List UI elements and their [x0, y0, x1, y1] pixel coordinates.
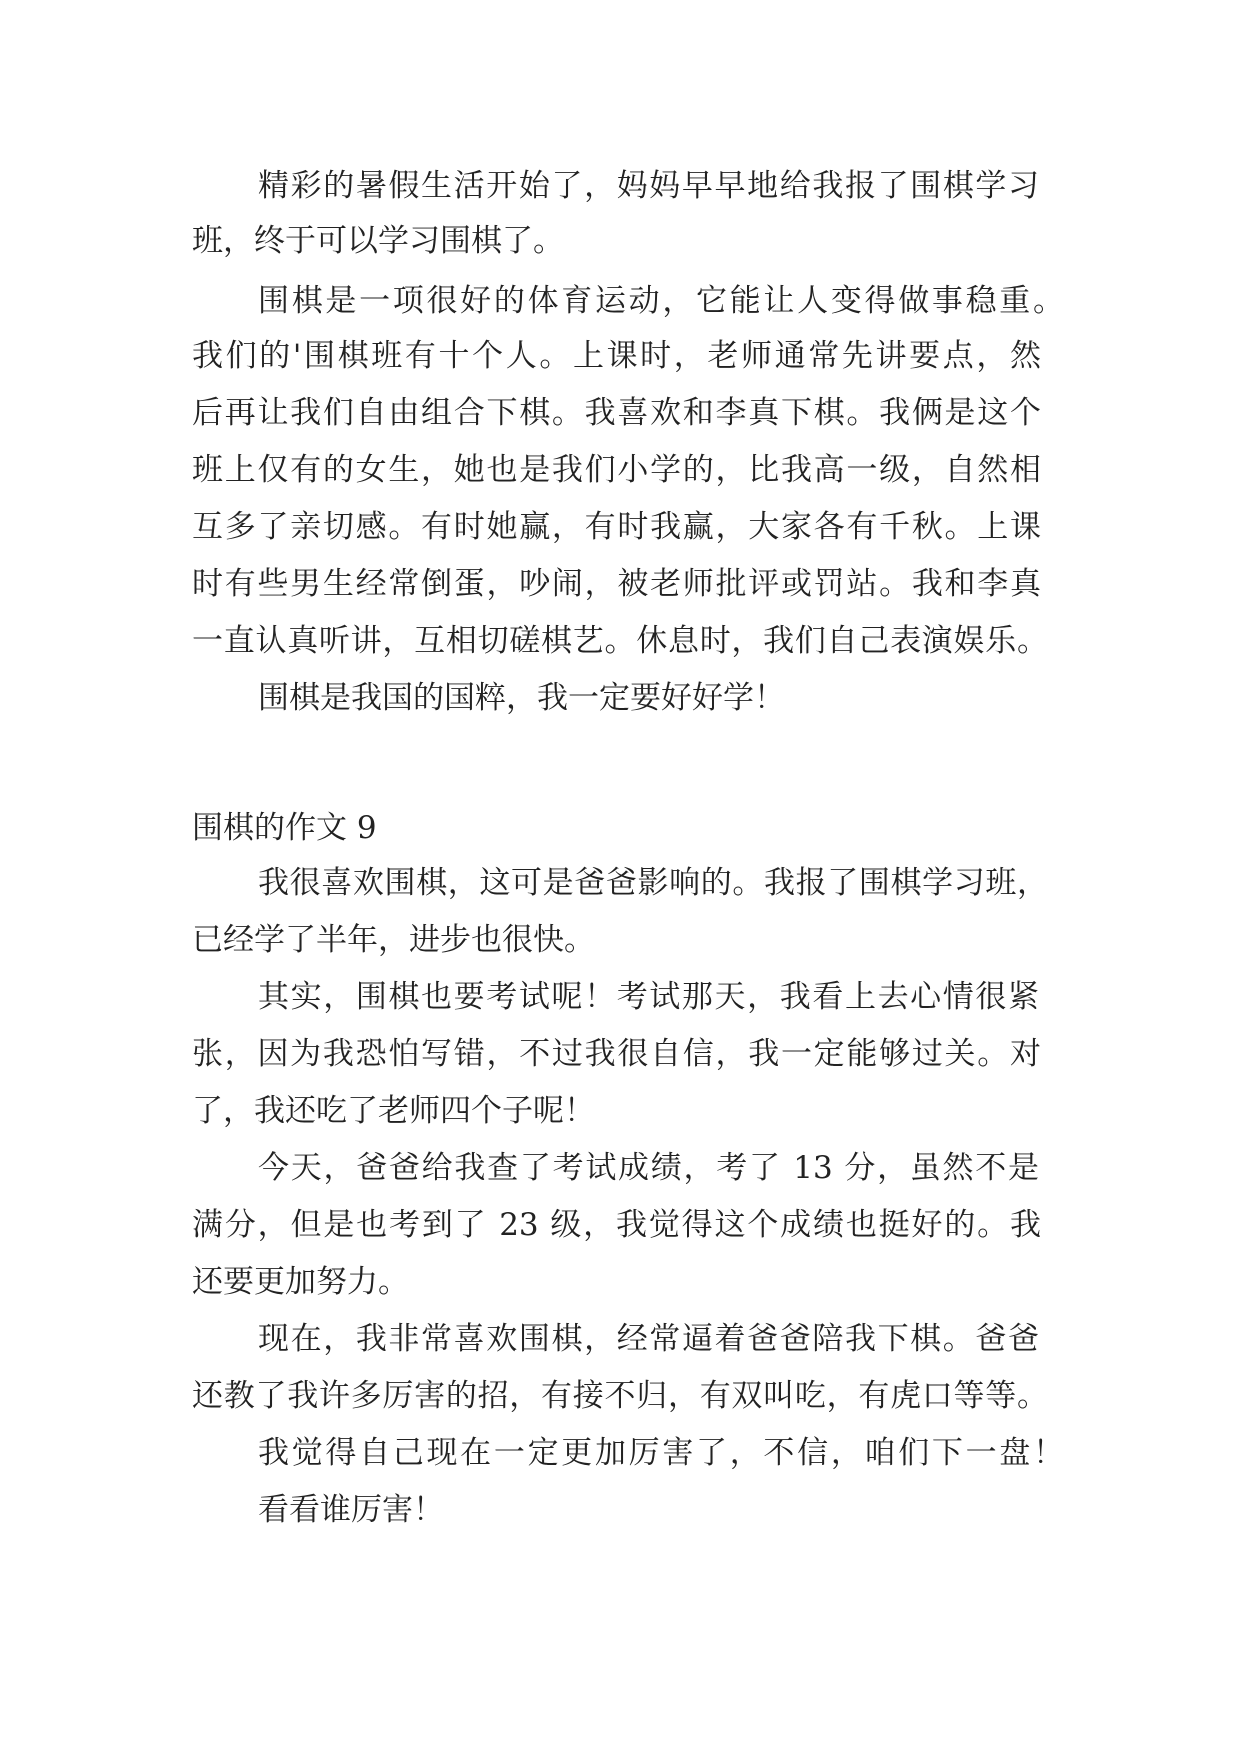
- paragraph-line: 现在，我非常喜欢围棋，经常逼着爸爸陪我下棋。爸爸: [258, 1321, 1039, 1357]
- paragraph-line: 精彩的暑假生活开始了，妈妈早早地给我报了围棋学习: [258, 168, 1039, 204]
- paragraph-line: 一直认真听讲，互相切磋棋艺。休息时，我们自己表演娱乐。: [192, 623, 1048, 659]
- paragraph-line: 其实，围棋也要考试呢！考试那天，我看上去心情很紧: [258, 979, 1039, 1015]
- paragraph-line: 班，终于可以学习围棋了。: [192, 223, 564, 259]
- paragraph-line: 我很喜欢围棋，这可是爸爸影响的。我报了围棋学习班，: [258, 865, 1048, 901]
- paragraph-line: 围棋是一项很好的体育运动，它能让人变得做事稳重。: [258, 283, 1064, 319]
- paragraph-line: 张，因为我恐怕写错，不过我很自信，我一定能够过关。对: [192, 1036, 1041, 1072]
- paragraph-line: 后再让我们自由组合下棋。我喜欢和李真下棋。我俩是这个: [192, 395, 1041, 431]
- paragraph-line: 已经学了半年，进步也很快。: [192, 922, 595, 958]
- paragraph-line: 互多了亲切感。有时她赢，有时我赢，大家各有千秋。上课: [192, 509, 1041, 545]
- paragraph-line: 今天，爸爸给我查了考试成绩，考了 13 分，虽然不是: [258, 1150, 1039, 1186]
- paragraph-line: 还要更加努力。: [192, 1264, 409, 1300]
- paragraph-line: 还教了我许多厉害的招，有接不归，有双叫吃，有虎口等等。: [192, 1378, 1048, 1414]
- paragraph-line: 时有些男生经常倒蛋，吵闹，被老师批评或罚站。我和李真: [192, 566, 1041, 602]
- paragraph-line: 我觉得自己现在一定更加厉害了，不信，咱们下一盘！: [258, 1435, 1064, 1471]
- paragraph-line: 班上仅有的女生，她也是我们小学的，比我高一级，自然相: [192, 452, 1041, 488]
- section-heading: 围棋的作文 9: [192, 810, 377, 846]
- paragraph-line: 满分，但是也考到了 23 级，我觉得这个成绩也挺好的。我: [192, 1207, 1041, 1243]
- paragraph-line: 我们的'围棋班有十个人。上课时，老师通常先讲要点，然: [192, 338, 1041, 374]
- paragraph-line: 看看谁厉害！: [258, 1492, 444, 1528]
- paragraph-line: 围棋是我国的国粹，我一定要好好学！: [258, 680, 785, 716]
- paragraph-line: 了，我还吃了老师四个子呢！: [192, 1093, 595, 1129]
